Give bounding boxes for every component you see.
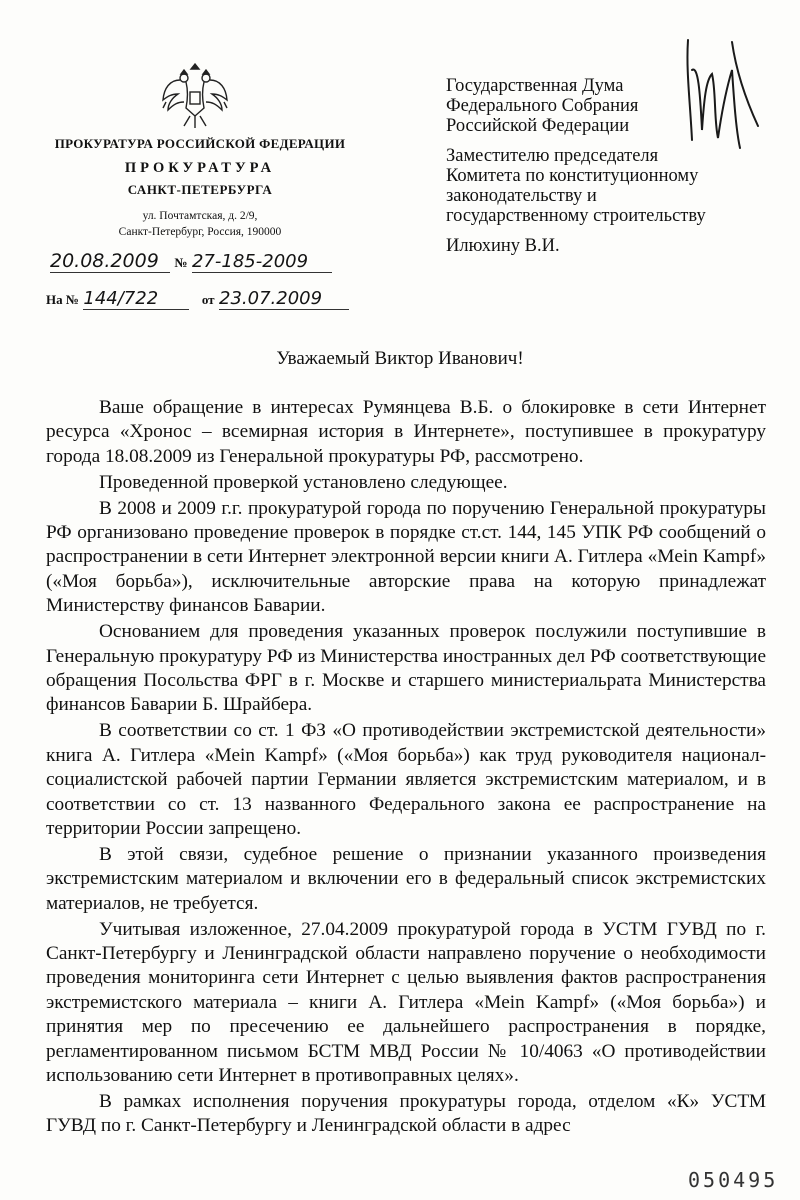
paragraph: В этой связи, судебное решение о признании указанного произведения экстремистским материалом и включении его в федеральный список экстремистских материалов, не требуется.	[46, 843, 766, 914]
org-name-line3: САНКТ-ПЕТЕРБУРГА	[127, 182, 273, 197]
address-line2: Санкт-Петербург, Россия, 190000	[118, 226, 282, 238]
addressee-organization	[446, 76, 638, 136]
number-label: №	[174, 255, 188, 270]
handwritten-signature-icon	[676, 30, 766, 155]
addressee-position	[446, 146, 706, 226]
paragraph: В рамках исполнения поручения прокуратуры города, отделом «К» УСТМ ГУВД по г. Санкт-Петербургу и Ленинградской области в адрес	[46, 1090, 766, 1137]
reply-number: 144/722	[83, 288, 189, 310]
paragraph: Учитывая изложенное, 27.04.2009 прокуратурой города в УСТМ ГУВД по г. Санкт-Петербургу и Ленинградской области направлено поручение о необходимости проведения мониторинга сети Интернет с целью выявления фактов распространения экстремистского материала – книги А. Гитлера «Mein Kampf» («Моя борьба») и принятия мер по пресечению ее дальнейшего распространения в порядке, регламентированном письмом БСТМ МВД России № 10/4063 «О противодействии использованию сети Интернет в противоправных целях».	[46, 918, 766, 1086]
reply-date: 23.07.2009	[219, 288, 349, 310]
paragraph: Проведенной проверкой установлено следующее.	[99, 471, 508, 493]
addressee-line1: Государственная Дума	[446, 76, 624, 96]
reply-label: На №	[46, 292, 79, 307]
outgoing-reference	[50, 250, 332, 273]
address-line1: ул. Почтамтская, д. 2/9,	[142, 210, 258, 222]
salutation: Уважаемый Виктор Иванович!	[276, 348, 524, 369]
incoming-reference	[46, 288, 349, 310]
double-headed-eagle-icon	[160, 58, 230, 130]
addressee-line3: Российской Федерации	[446, 116, 630, 136]
org-name-line1: ПРОКУРАТУРА РОССИЙСКОЙ ФЕДЕРАЦИИ	[54, 136, 346, 151]
from-label: от	[201, 292, 215, 307]
serial-number: 050495	[688, 1168, 779, 1192]
paragraph: Основанием для проведения указанных проверок послужили поступившие в Генеральную прокуратуру РФ из Министерства иностранных дел РФ соответствующие обращения Посольства ФРГ в г. Москве и старшего министериальрата Министерства финансов Баварии Б. Шрайбера.	[46, 621, 766, 716]
paragraph: В 2008 и 2009 г.г. прокуратурой города по поручению Генеральной прокуратуры РФ организовано проведение проверок в порядке ст.ст. 144, 145 УПК РФ сообщений о распространении в сети Интернет электронной версии книги А. Гитлера «Mein Kampf» («Моя борьба»), исключительные авторские права на которую принадлежат Министерству финансов Баварии.	[46, 497, 766, 617]
outgoing-date: 20.08.2009	[50, 250, 170, 273]
addressee-line2: Федерального Собрания	[446, 96, 639, 116]
letter-body	[46, 396, 766, 1140]
org-address	[50, 208, 350, 240]
paragraph: Ваше обращение в интересах Румянцева В.Б. о блокировке в сети Интернет ресурса «Хронос – всемирная история в Интернете», поступившее в прокуратуру города 18.08.2009 из Генеральной прокуратуры РФ, рассмотрено.	[46, 397, 766, 467]
addressee-line6: законодательству и	[446, 186, 597, 206]
org-name-line2: ПРОКУРАТУРА	[124, 160, 276, 176]
addressee-line5: Комитета по конституционному	[446, 166, 699, 186]
outgoing-number: 27-185-2009	[192, 251, 332, 273]
addressee-line4: Заместителю председателя	[446, 146, 659, 166]
paragraph: В соответствии со ст. 1 ФЗ «О противодействии экстремистской деятельности» книга А. Гитлера «Mein Kampf» («Моя борьба») как труд руководителя национал-социалистской рабочей партии Германии является экстремистским материалом, и в соответствии со ст. 13 названного Федерального закона ее распространение на территории России запрещено.	[46, 720, 766, 839]
addressee-name: Илюхину В.И.	[446, 236, 560, 256]
addressee-line7: государственному строительству	[446, 206, 706, 226]
